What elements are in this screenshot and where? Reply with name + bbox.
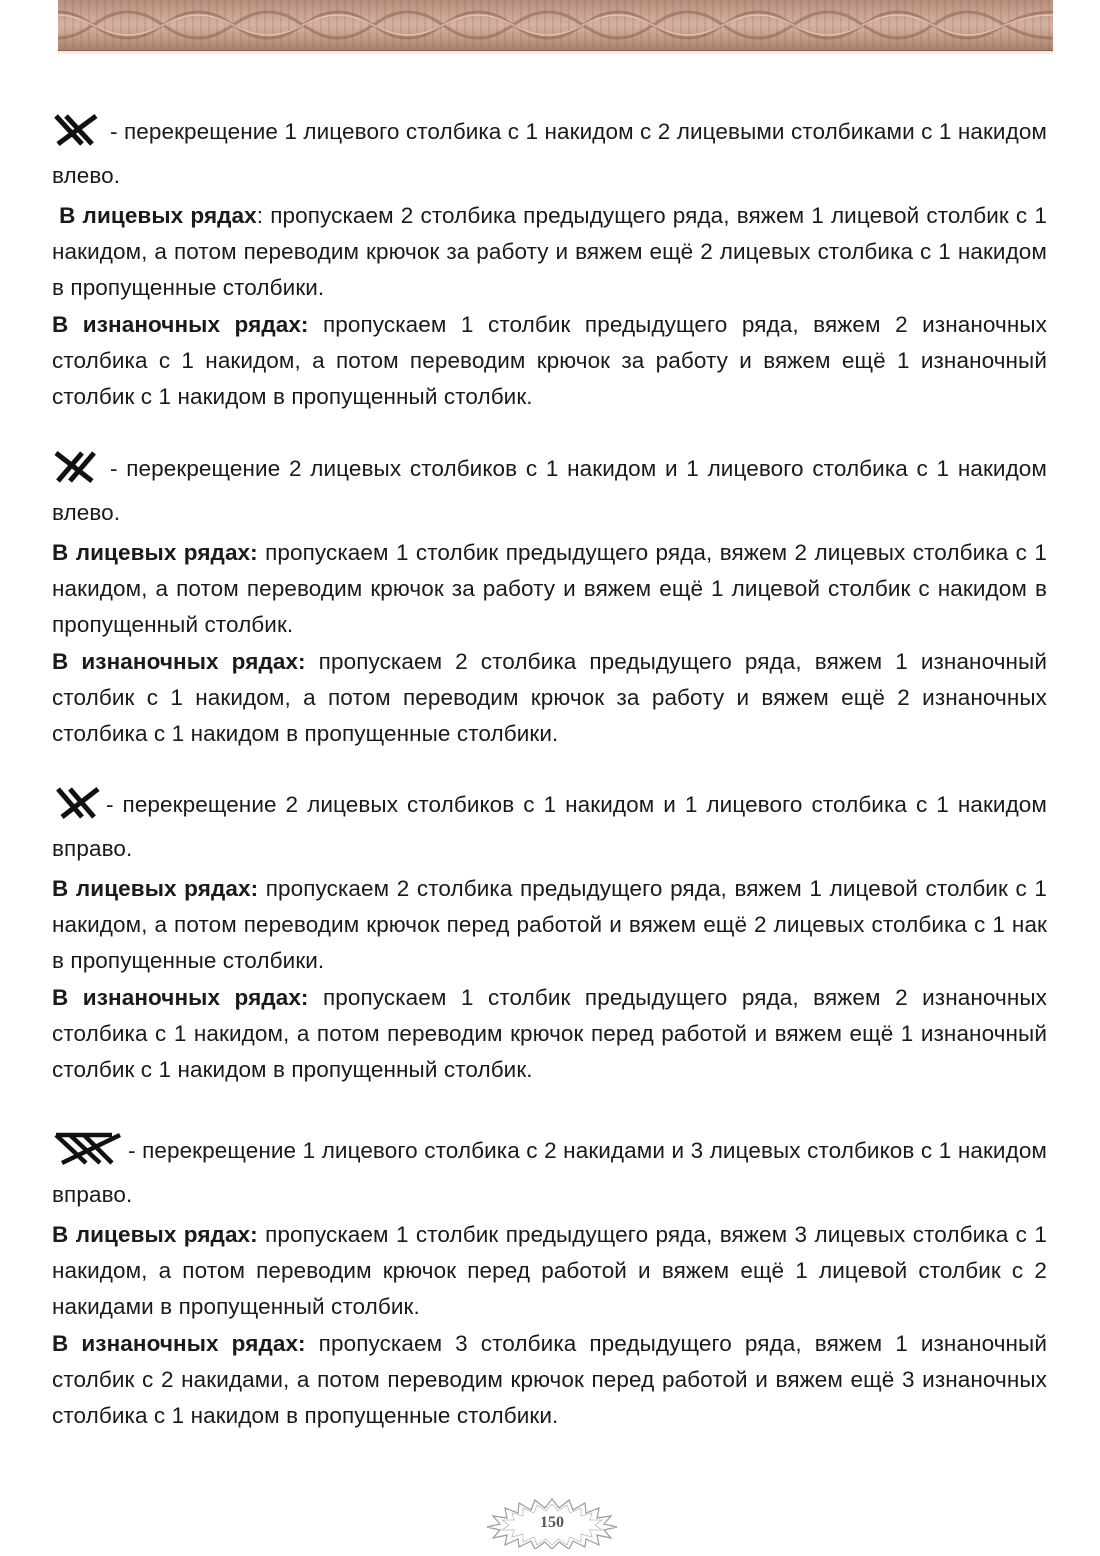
stitch-description [52, 450, 1047, 531]
purl-rows-text: пропускаем 1 столбик предыдущего ряда, вяжем 2 изнаночных столбика с 1 накидом, а потом переводим крючок за работу и вяжем ещё 1 изнаночный столбик с 1 накидом в пропущенный столбик. [52, 312, 1047, 409]
stitch-description-text: - перекрещение 2 лицевых столбиков с 1 накидом и 1 лицевого столбика с 1 накидом вправо. [52, 792, 1047, 861]
stitch-description-text: - перекрещение 1 лицевого столбика с 1 накидом с 2 лицевыми столбиками с 1 накидом влево. [52, 119, 1047, 188]
stitch-section-4 [52, 1132, 1047, 1434]
cross-2-1-left-icon [52, 450, 104, 495]
cable-knit-banner [58, 0, 1053, 51]
purl-rows-paragraph [52, 980, 1047, 1088]
knit-rows-paragraph [52, 1217, 1047, 1325]
stitch-description [52, 786, 1047, 867]
knit-rows-paragraph [52, 198, 1047, 306]
stitch-section-2 [52, 450, 1047, 752]
purl-rows-label: В изнаночных рядах: [52, 985, 309, 1010]
knit-rows-text: : пропускаем 2 столбика предыдущего ряда, вяжем 1 лицевой столбик с 1 накидом, а потом переводим крючок за работу и вяжем ещё 2 лицевых столбика с 1 накидом в пропущенные столбики. [52, 203, 1047, 300]
knit-rows-paragraph [52, 871, 1047, 979]
cross-2-1-right-icon [52, 786, 104, 831]
knit-rows-label: В лицевых рядах [59, 203, 257, 228]
purl-rows-label: В изнаночных рядах: [52, 1331, 306, 1356]
cross-1-3-right-icon [52, 1132, 124, 1177]
purl-rows-text: пропускаем 3 столбика предыдущего ряда, вяжем 1 изнаночный столбик с 2 накидами, а потом переводим крючок перед работой и вяжем ещё 3 изнаночных столбика с 1 накидом в пропущенные столбики. [52, 1331, 1047, 1428]
stitch-description-text: - перекрещение 1 лицевого столбика с 2 накидами и 3 лицевых столбиков с 1 накидом вправо. [52, 1138, 1047, 1207]
purl-rows-paragraph [52, 307, 1047, 415]
page-number: 150 [540, 1514, 564, 1531]
knit-rows-label: В лицевых рядах: [52, 1222, 258, 1247]
page-number-badge [477, 1497, 627, 1549]
knit-rows-text: пропускаем 1 столбик предыдущего ряда, вяжем 3 лицевых столбика с 1 накидом, а потом переводим крючок перед работой и вяжем ещё 1 лицевой столбик с 2 накидами в пропущенный столбик. [52, 1222, 1047, 1319]
knit-rows-paragraph [52, 535, 1047, 643]
knit-rows-text: пропускаем 2 столбика предыдущего ряда, вяжем 1 лицевой столбик с 1 накидом, а потом переводим крючок перед работой и вяжем ещё 2 лицевых столбика с 1 нак в пропущенные столбики. [52, 876, 1047, 973]
purl-rows-label: В изнаночных рядах: [52, 312, 309, 337]
purl-rows-label: В изнаночных рядах: [52, 649, 306, 674]
banner-shadow [58, 50, 1053, 56]
knit-rows-label: В лицевых рядах: [52, 540, 258, 565]
cross-1-2-left-icon [52, 113, 104, 158]
purl-rows-paragraph [52, 644, 1047, 752]
stitch-description [52, 113, 1047, 194]
stitch-section-3 [52, 786, 1047, 1088]
purl-rows-paragraph [52, 1326, 1047, 1434]
knit-rows-label: В лицевых рядах: [52, 876, 259, 901]
stitch-description-text: - перекрещение 2 лицевых столбиков с 1 накидом и 1 лицевого столбика с 1 накидом влево. [52, 456, 1047, 525]
knit-rows-text: пропускаем 1 столбик предыдущего ряда, вяжем 2 лицевых столбика с 1 накидом, а потом переводим крючок за работу и вяжем ещё 1 лицевой столбик с накидом в пропущенный столбик. [52, 540, 1047, 637]
stitch-description [52, 1132, 1047, 1213]
purl-rows-text: пропускаем 2 столбика предыдущего ряда, вяжем 1 изнаночный столбик с 1 накидом, а потом переводим крючок за работу и вяжем ещё 2 изнаночных столбика с 1 накидом в пропущенные столбики. [52, 649, 1047, 746]
cable-pattern-icon [58, 0, 1053, 50]
purl-rows-text: пропускаем 1 столбик предыдущего ряда, вяжем 2 изнаночных столбика с 1 накидом, а потом переводим крючок перед работой и вяжем ещё 1 изнаночный столбик с 1 накидом в пропущенный столбик. [52, 985, 1047, 1082]
stitch-section-1 [52, 113, 1047, 415]
